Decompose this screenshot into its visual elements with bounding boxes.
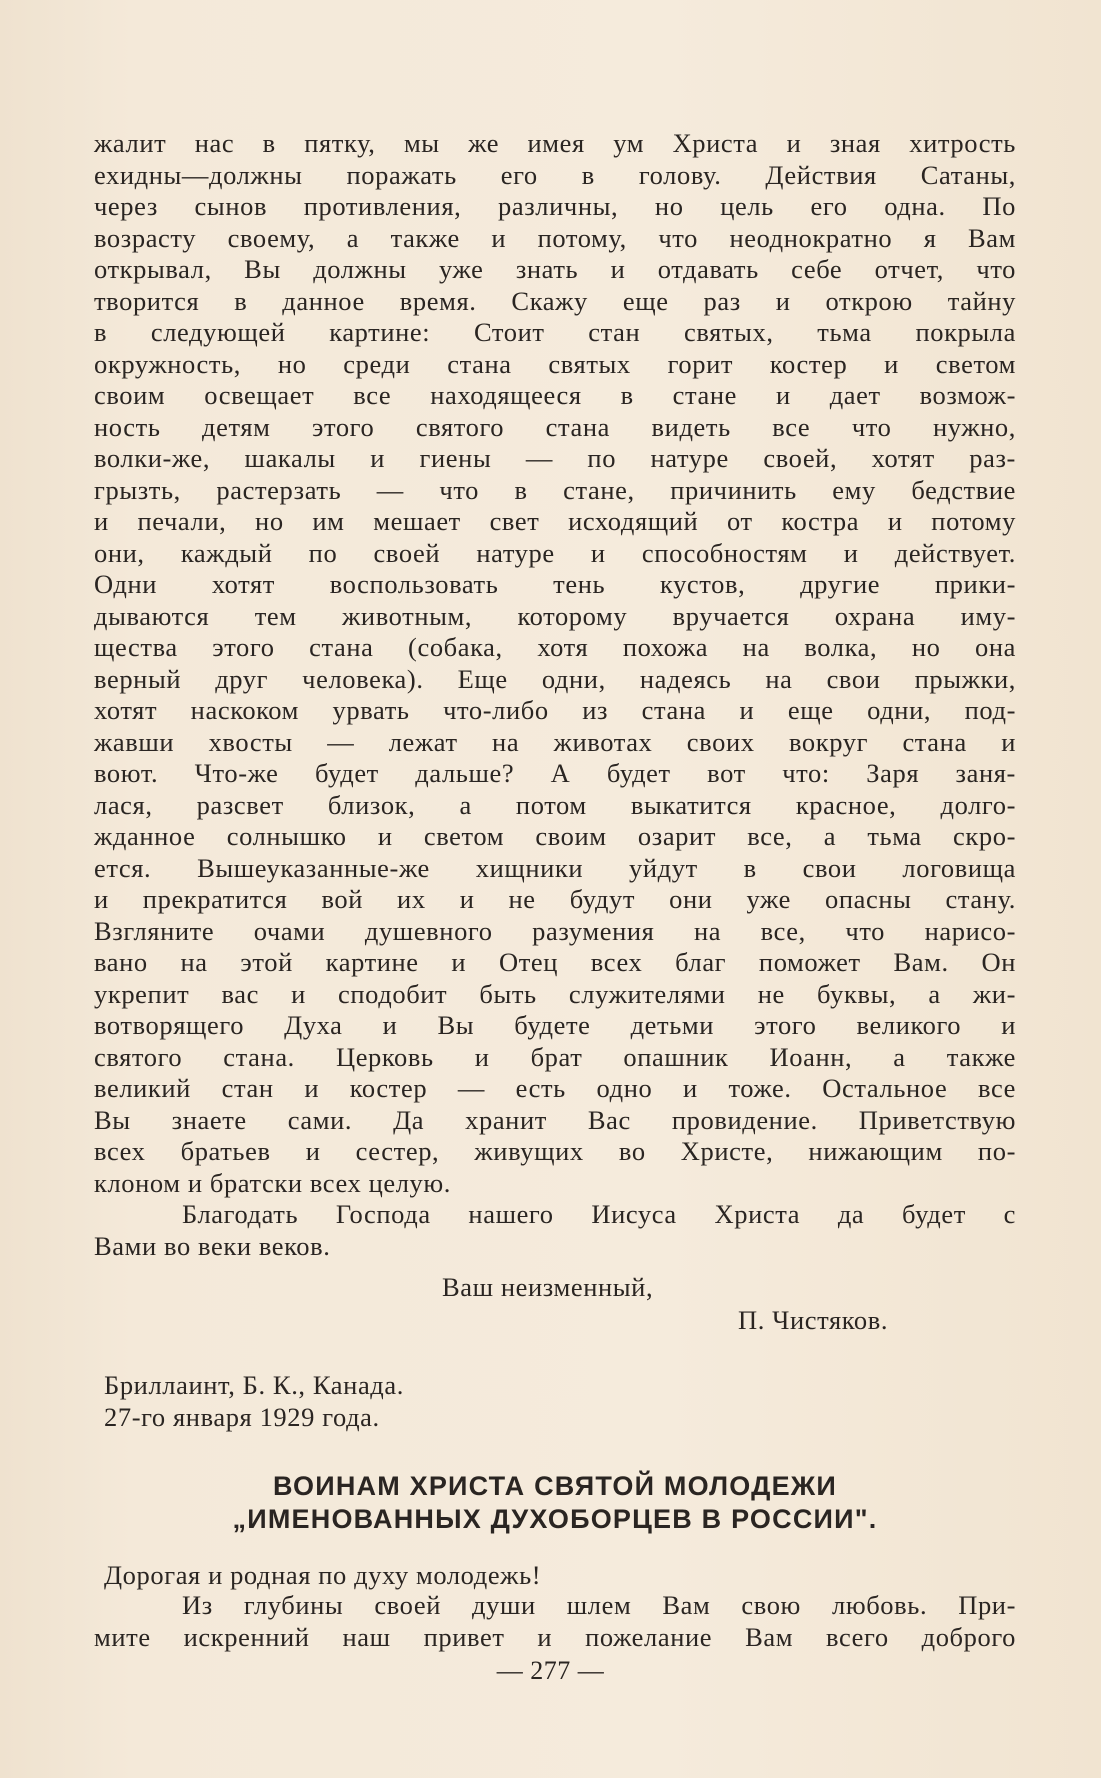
letter-line: хотят наскоком урвать что-либо из стана и еще одни, под- (94, 695, 1016, 725)
letter-line: укрепит вас и сподобит быть служителями не буквы, а жи- (94, 978, 1016, 1009)
letter-line: жданное солнышко и светом своим озарит все, а тьма скро- (94, 821, 1016, 851)
letter-line: в следующей картине: Стоит стан святых, тьма покрыла (94, 317, 1016, 347)
letter-place: Бриллаинт, Б. К., Канада. (104, 1370, 404, 1400)
letter-line: вано на этой картине и Отец всех благ поможет Вам. Он (94, 947, 1016, 977)
letter-date: 27-го января 1929 года. (104, 1402, 380, 1432)
letter-line: ется. Вышеуказанные-же хищники уйдут в свои логовища (94, 852, 1016, 883)
section-line: Из глубины своей души шлем Вам свою любовь. При- (182, 1590, 1016, 1620)
letter-line: ехидны—должны поражать его в голову. Действия Сатаны, (94, 159, 1016, 190)
letter-line: дываются тем животным, которому вручается охрана иму- (94, 600, 1016, 631)
letter-closing: Ваш неизменный, (442, 1272, 654, 1302)
section-line: мите искренний наш привет и пожелание Вам всего доброго (94, 1621, 1016, 1652)
letter-line: Вы знаете сами. Да хранит Вас провидение. Приветствую (94, 1104, 1016, 1135)
page-number: — 277 — (496, 1656, 605, 1685)
letter-line: своим освещает все находящееся в стане и дает возмож- (94, 380, 1016, 410)
letter-line: творится в данное время. Скажу еще раз и открою тайну (94, 285, 1016, 316)
letter-line: ность детям этого святого стана видеть все что нужно, (94, 411, 1016, 442)
letter-line: через сынов противления, различны, но цель его одна. По (94, 191, 1016, 221)
letter-line: клоном и братски всех целую. (94, 1167, 452, 1198)
section-greeting: Дорогая и родная по духу молодежь! (104, 1560, 542, 1590)
blessing-line: Вами во веки веков. (94, 1230, 331, 1261)
letter-line: верный друг человека). Еще одни, надеясь на свои прыжки, (94, 663, 1016, 694)
letter-line: Одни хотят воспользовать тень кустов, другие прики- (94, 569, 1016, 599)
blessing-line: Благодать Господа нашего Иисуса Христа да будет с (182, 1199, 1016, 1229)
letter-line: волки-же, шакалы и гиены — по натуре своей, хотят раз- (94, 443, 1016, 473)
letter-line: грызть, растерзать — что в стане, причинить ему бедствие (94, 474, 1016, 505)
letter-line: великий стан и костер — есть одно и тоже. Остальное все (94, 1073, 1016, 1103)
letter-line: и прекратится вой их и не будут они уже опасны стану. (94, 884, 1016, 914)
letter-line: щества этого стана (собака, хотя похожа на волка, но она (94, 632, 1016, 662)
letter-line: и печали, но им мешает свет исходящий от костра и потому (94, 506, 1016, 536)
letter-body (94, 128, 1016, 1262)
letter-line: воют. Что-же будет дальше? А будет вот что: Заря заня- (94, 758, 1016, 788)
section-body (94, 1590, 1016, 1653)
letter-line: святого стана. Церковь и брат опашник Иоанн, а также (94, 1041, 1016, 1072)
letter-line: окружность, но среди стана святых горит костер и светом (94, 348, 1016, 379)
letter-line: они, каждый по своей натуре и способностям и действует. (94, 537, 1016, 568)
letter-line: жалит нас в пятку, мы же имея ум Христа и зная хитрость (94, 128, 1016, 158)
letter-signature: П. Чистяков. (738, 1305, 889, 1335)
letter-line: возрасту своему, а также и потому, что неоднократно я Вам (94, 222, 1016, 253)
section-heading-line-1: ВОИНАМ ХРИСТА СВЯТОЙ МОЛОДЕЖИ (273, 1471, 837, 1501)
letter-line: открывал, Вы должны уже знать и отдавать себе отчет, что (94, 254, 1016, 284)
letter-line: Взгляните очами душевного разумения на все, что нарисо- (94, 915, 1016, 946)
letter-line: жавши хвосты — лежат на животах своих вокруг стана и (94, 726, 1016, 757)
letter-line: лася, разсвет близок, а потом выкатится красное, долго- (94, 789, 1016, 820)
section-heading-line-2: „ИМЕНОВАННЫХ ДУХОБОРЦЕВ В РОССИИ". (232, 1504, 878, 1534)
letter-line: всех братьев и сестер, живущих во Христе, нижающим по- (94, 1136, 1016, 1166)
letter-line: вотворящего Духа и Вы будете детьми этого великого и (94, 1010, 1016, 1040)
